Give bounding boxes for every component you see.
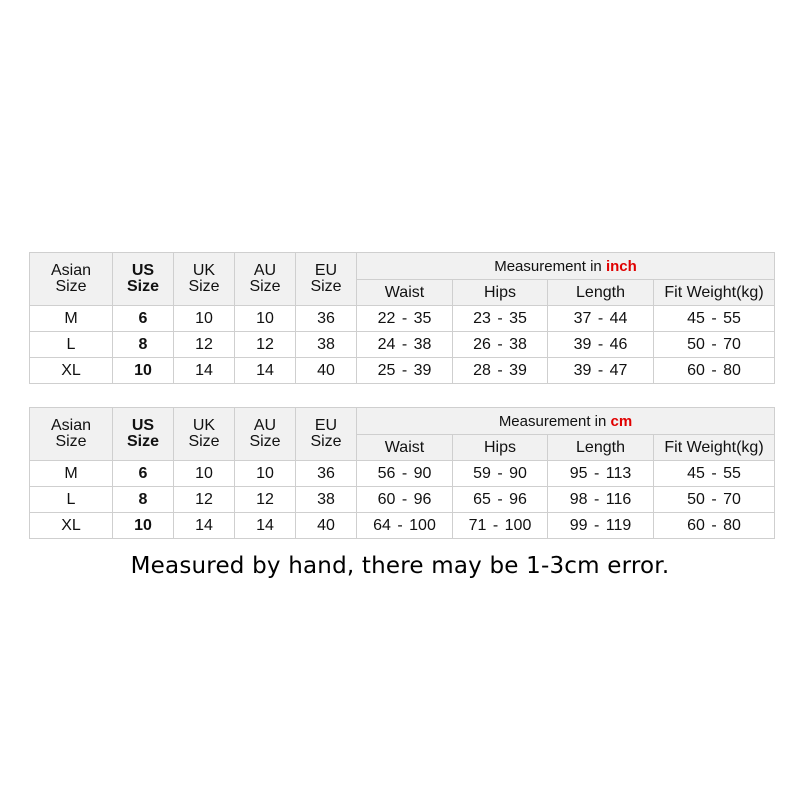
cell-length: 99 - 119: [548, 513, 654, 539]
cell-hips: 65 - 96: [453, 487, 548, 513]
cell-eu: 38: [296, 487, 357, 513]
cell-eu: 38: [296, 332, 357, 358]
cell-asian: XL: [30, 513, 113, 539]
size-table-cm: [29, 407, 775, 539]
cell-us: 8: [113, 487, 174, 513]
cell-uk: 10: [174, 306, 235, 332]
cell-asian: M: [30, 461, 113, 487]
cell-uk: 12: [174, 332, 235, 358]
cell-au: 12: [235, 487, 296, 513]
cell-waist: 64 - 100: [357, 513, 453, 539]
cell-waist: 25 - 39: [357, 358, 453, 384]
cell-weight: 50 - 70: [654, 487, 775, 513]
cell-length: 39 - 47: [548, 358, 654, 384]
header-au-size: AU Size: [235, 253, 296, 306]
cell-uk: 14: [174, 358, 235, 384]
header-eu-size: EU Size: [296, 253, 357, 306]
header-waist: Waist: [357, 435, 453, 461]
cell-us: 10: [113, 358, 174, 384]
cell-eu: 36: [296, 306, 357, 332]
header-uk-size: UK Size: [174, 253, 235, 306]
cell-weight: 50 - 70: [654, 332, 775, 358]
header-asian-size: Asian Size: [30, 253, 113, 306]
table-row: [30, 513, 775, 539]
header-asian-size: Asian Size: [30, 408, 113, 461]
cell-uk: 10: [174, 461, 235, 487]
cell-asian: L: [30, 487, 113, 513]
cell-au: 14: [235, 358, 296, 384]
cell-weight: 60 - 80: [654, 513, 775, 539]
size-table-inch: [29, 252, 775, 384]
cell-us: 10: [113, 513, 174, 539]
measurement-note: Measured by hand, there may be 1-3cm error.: [130, 553, 670, 579]
cell-us: 6: [113, 306, 174, 332]
header-length: Length: [548, 280, 654, 306]
header-fit-weight: Fit Weight(kg): [654, 435, 775, 461]
header-measurement: [357, 408, 775, 435]
header-length: Length: [548, 435, 654, 461]
table-row: [30, 306, 775, 332]
header-uk-size: UK Size: [174, 408, 235, 461]
measurement-prefix: Measurement in: [498, 412, 611, 430]
table-row: [30, 487, 775, 513]
cell-au: 10: [235, 306, 296, 332]
header-au-size: AU Size: [235, 408, 296, 461]
cell-waist: 24 - 38: [357, 332, 453, 358]
measurement-unit: inch: [605, 257, 637, 275]
cell-us: 8: [113, 332, 174, 358]
measurement-prefix: Measurement in: [494, 257, 606, 275]
cell-weight: 45 - 55: [654, 306, 775, 332]
table-row: [30, 332, 775, 358]
cell-hips: 59 - 90: [453, 461, 548, 487]
header-eu-size: EU Size: [296, 408, 357, 461]
table-row: [30, 358, 775, 384]
cell-weight: 45 - 55: [654, 461, 775, 487]
cell-eu: 40: [296, 358, 357, 384]
header-us-size: US Size: [113, 253, 174, 306]
cell-eu: 36: [296, 461, 357, 487]
header-measurement: [357, 253, 775, 280]
cell-au: 10: [235, 461, 296, 487]
cell-au: 14: [235, 513, 296, 539]
cell-waist: 56 - 90: [357, 461, 453, 487]
cell-uk: 12: [174, 487, 235, 513]
header-waist: Waist: [357, 280, 453, 306]
cell-us: 6: [113, 461, 174, 487]
cell-length: 95 - 113: [548, 461, 654, 487]
cell-asian: XL: [30, 358, 113, 384]
cell-length: 98 - 116: [548, 487, 654, 513]
table-row: [30, 461, 775, 487]
cell-uk: 14: [174, 513, 235, 539]
cell-length: 37 - 44: [548, 306, 654, 332]
cell-asian: L: [30, 332, 113, 358]
header-us-size: US Size: [113, 408, 174, 461]
cell-weight: 60 - 80: [654, 358, 775, 384]
cell-hips: 71 - 100: [453, 513, 548, 539]
header-hips: Hips: [453, 280, 548, 306]
cell-hips: 23 - 35: [453, 306, 548, 332]
cell-asian: M: [30, 306, 113, 332]
header-row: [30, 408, 775, 435]
cell-hips: 28 - 39: [453, 358, 548, 384]
measurement-unit: cm: [610, 412, 633, 430]
header-row: [30, 253, 775, 280]
cell-length: 39 - 46: [548, 332, 654, 358]
cell-eu: 40: [296, 513, 357, 539]
header-hips: Hips: [453, 435, 548, 461]
cell-hips: 26 - 38: [453, 332, 548, 358]
cell-waist: 22 - 35: [357, 306, 453, 332]
cell-au: 12: [235, 332, 296, 358]
header-fit-weight: Fit Weight(kg): [654, 280, 775, 306]
cell-waist: 60 - 96: [357, 487, 453, 513]
